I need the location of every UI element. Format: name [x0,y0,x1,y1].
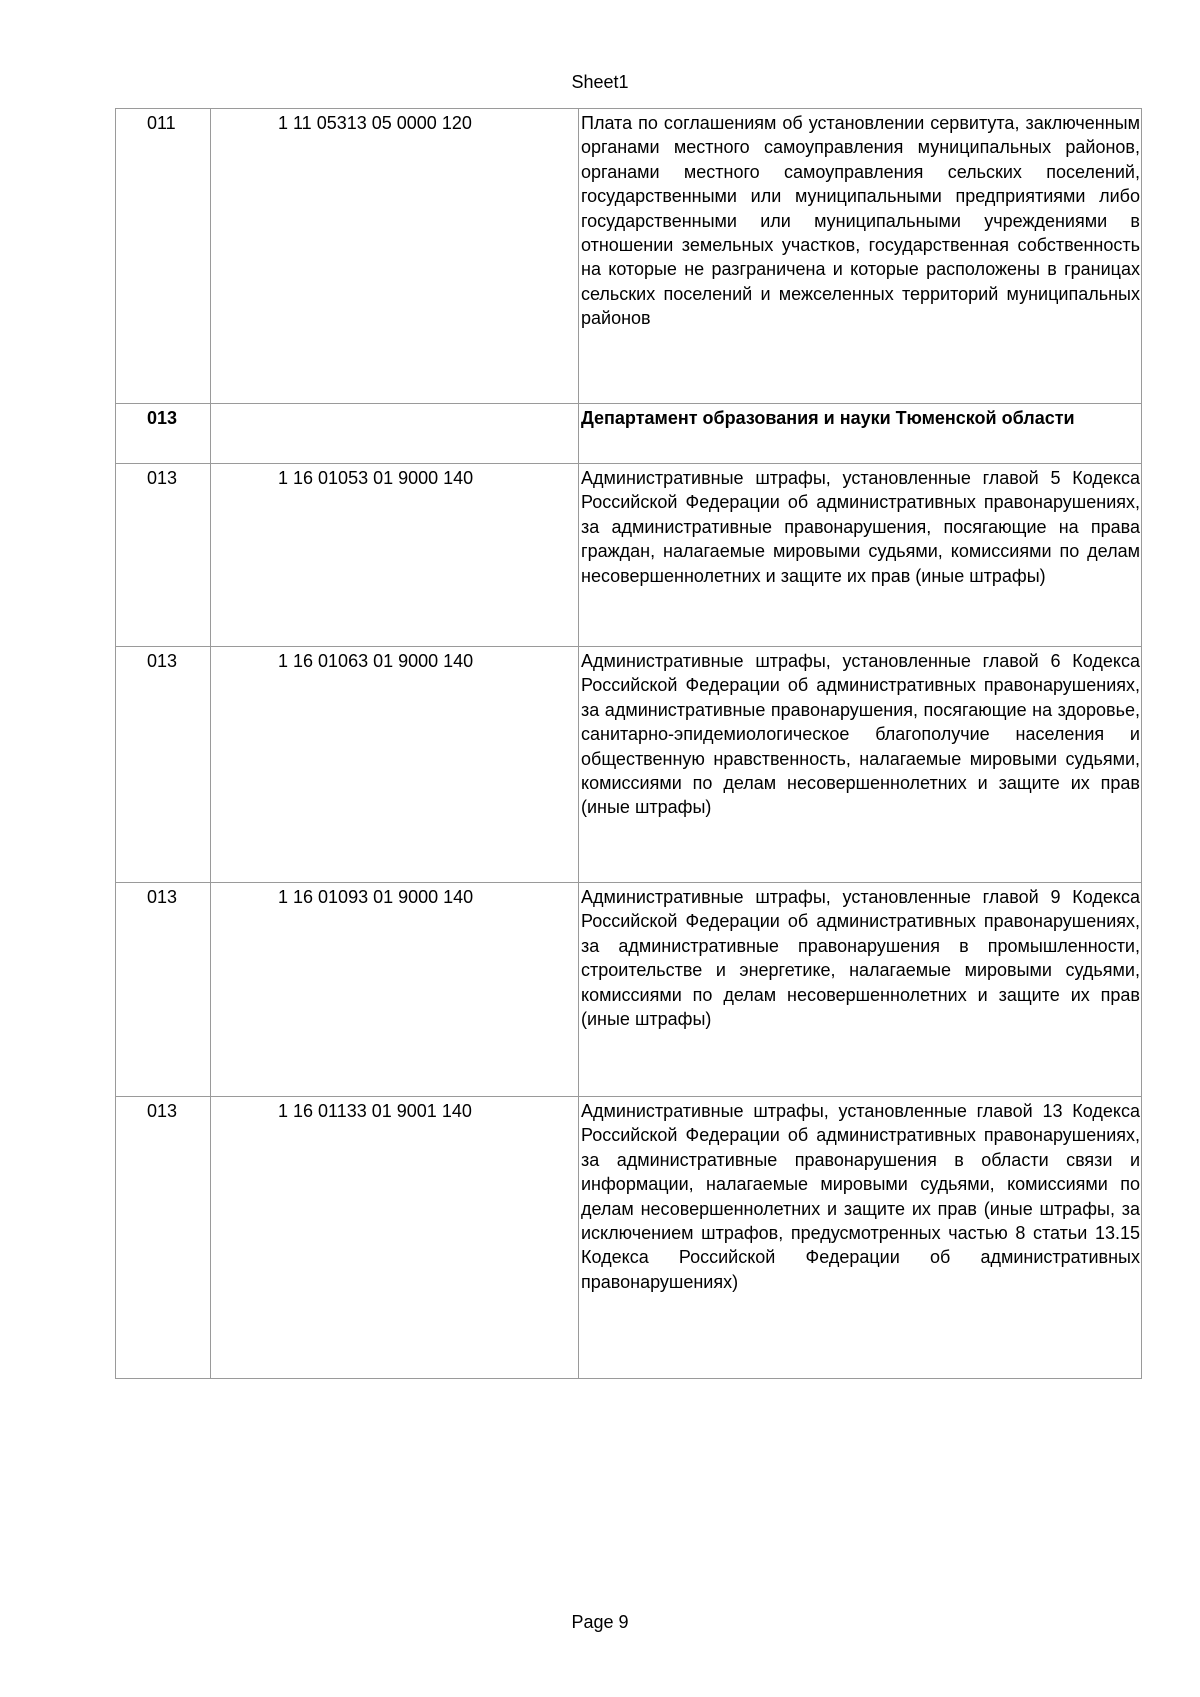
kbk-code-cell: 1 16 01063 01 9000 140 [211,647,579,883]
description-cell: Административные штрафы, установленные главой 9 Кодекса Российской Федерации об административных правонарушениях, за административные правонарушения в промышленности, строительстве и энергетике, налагаемые мировыми судьями, комиссиями по делам несовершеннолетних и защите их прав (иные штрафы) [579,883,1142,1097]
admin-code-cell: 013 [116,464,211,647]
admin-code-cell: 013 [116,404,211,464]
table-row [116,1097,1142,1379]
admin-code-cell: 013 [116,647,211,883]
kbk-code-cell: 1 11 05313 05 0000 120 [211,109,579,404]
description-cell: Административные штрафы, установленные главой 6 Кодекса Российской Федерации об административных правонарушениях, за административные правонарушения, посягающие на здоровье, санитарно-эпидемиологическое благополучие населения и общественную нравственность, налагаемые мировыми судьями, комиссиями по делам несовершеннолетних и защите их прав (иные штрафы) [579,647,1142,883]
budget-code-table [115,108,1142,1379]
kbk-code-cell: 1 16 01093 01 9000 140 [211,883,579,1097]
kbk-code-cell: 1 16 01053 01 9000 140 [211,464,579,647]
admin-code-cell: 013 [116,883,211,1097]
department-name-cell: Департамент образования и науки Тюменской области [579,404,1142,464]
sheet-title: Sheet1 [571,72,629,92]
admin-code-cell: 013 [116,1097,211,1379]
page-number: Page 9 [571,1612,629,1632]
table-row [116,464,1142,647]
table-row [116,647,1142,883]
table-row [116,883,1142,1097]
admin-code-cell: 011 [116,109,211,404]
table-row [116,109,1142,404]
table-row-section-header [116,404,1142,464]
description-cell: Плата по соглашениям об установлении сервитута, заключенным органами местного самоуправления муниципальных районов, органами местного самоуправления сельских поселений, государственными или муниципальными предприятиями либо государственными или муниципальными учреждениями в отношении земельных участков, государственная собственность на которые не разграничена и которые расположены в границах сельских поселений и межселенных территорий муниципальных районов [579,109,1142,404]
kbk-code-cell: 1 16 01133 01 9001 140 [211,1097,579,1379]
kbk-code-cell [211,404,579,464]
description-cell: Административные штрафы, установленные главой 13 Кодекса Российской Федерации об административных правонарушениях, за административные правонарушения в области связи и информации, налагаемые мировыми судьями, комиссиями по делам несовершеннолетних и защите их прав (иные штрафы, за исключением штрафов, предусмотренных частью 8 статьи 13.15 Кодекса Российской Федерации об административных правонарушениях) [579,1097,1142,1379]
description-cell: Административные штрафы, установленные главой 5 Кодекса Российской Федерации об административных правонарушениях, за административные правонарушения, посягающие на права граждан, налагаемые мировыми судьями, комиссиями по делам несовершеннолетних и защите их прав (иные штрафы) [579,464,1142,647]
